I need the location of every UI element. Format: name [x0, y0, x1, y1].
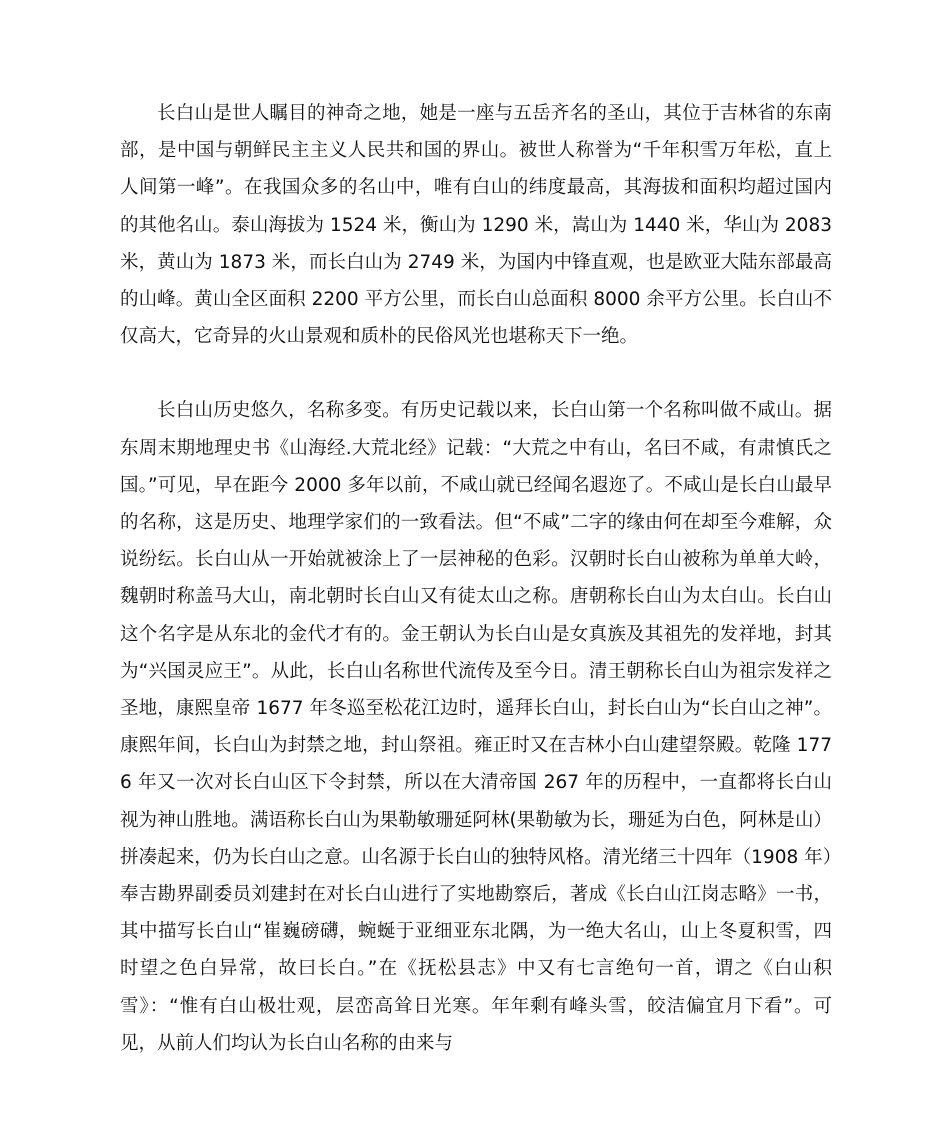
document-body: [120, 95, 832, 1062]
paragraph-history: 长白山历史悠久，名称多变。有历史记载以来，长白山第一个名称叫做不咸山。据东周末期地理史书《山海经.大荒北经》记载：“大荒之中有山，名曰不咸，有肃慎氏之国。”可见，早在距今 2000 多年以前，不咸山就已经闻名遐迩了。不咸山是长白山最早的名称，这是历史、地理学家们的一致看法。但“不咸”二字的缘由何在却至今难解，众说纷纭。长白山从一开始就被涂上了一层神秘的色彩。汉朝时长白山被称为单单大岭，魏朝时称盖马大山，南北朝时长白山又有徒太山之称。唐朝称长白山为太白山。长白山这个名字是从东北的金代才有的。金王朝认为长白山是女真族及其祖先的发祥地，封其为“兴国灵应王”。从此，长白山名称世代流传及至今日。清王朝称长白山为祖宗发祥之圣地，康熙皇帝 1677 年冬巡至松花江边时，遥拜长白山，封长白山为“长白山之神”。康熙年间，长白山为封禁之地，封山祭祖。雍正时又在吉林小白山建望祭殿。乾隆 1776 年又一次对长白山区下令封禁，所以在大清帝国 267 年的历程中，一直都将长白山视为神山胜地。满语称长白山为果勒敏珊延阿林(果勒敏为长，珊延为白色，阿林是山）拼凑起来，仍为长白山之意。山名源于长白山的独特风格。清光绪三十四年（1908 年）奉吉勘界副委员刘建封在对长白山进行了实地勘察后，著成《长白山江岗志略》一书，其中描写长白山“崔巍磅礴，蜿蜒于亚细亚东北隅，为一绝大名山，山上冬夏积雪，四时望之色白异常，故曰长白。”在《抚松县志》中又有七言绝句一首，谓之《白山积雪》：“惟有白山极壮观，层峦高耸日光寒。年年剩有峰头雪，皎洁偏宜月下看”。可见，从前人们均认为长白山名称的由来与: [120, 400, 832, 1054]
paragraph-intro: 长白山是世人瞩目的神奇之地，她是一座与五岳齐名的圣山，其位于吉林省的东南部，是中国与朝鲜民主主义人民共和国的界山。被世人称誉为“千年积雪万年松，直上人间第一峰”。在我国众多的名山中，唯有白山的纬度最高，其海拔和面积均超过国内的其他名山。泰山海拔为 1524 米，衡山为 1290 米，嵩山为 1440 米，华山为 2083 米，黄山为 1873 米，而长白山为 2749 米，为国内中锋直观，也是欧亚大陆东部最高的山峰。黄山全区面积 2200 平方公里，而长白山总面积 8000 余平方公里。长白山不仅高大，它奇异的火山景观和质朴的民俗风光也堪称天下一绝。: [120, 103, 832, 348]
